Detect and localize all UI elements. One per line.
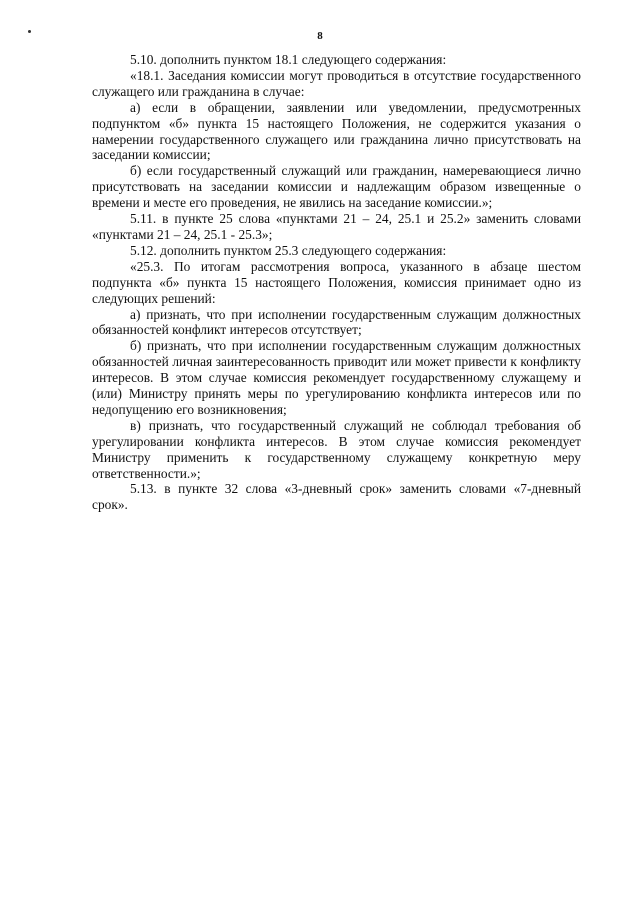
paragraph-25-3-v: в) признать, что государственный служащий не соблюдал требования об урегулировании конфликта интересов. В этом случае комиссия рекомендует Министру применить к государственному служащему конкретную меру ответственности.»;: [92, 417, 581, 481]
paragraph-5-13: 5.13. в пункте 32 слова «3-дневный срок» заменить словами «7-дневный срок».: [92, 481, 581, 513]
paragraph-18-1: «18.1. Заседания комиссии могут проводиться в отсутствие государственного служащего или гражданина в случае:: [92, 67, 581, 99]
paragraph-25-3-a: а) признать, что при исполнении государственным служащим должностных обязанностей конфликт интересов отсутствует;: [92, 306, 581, 338]
page-number: 8: [317, 30, 323, 42]
paragraph-25-3: «25.3. По итогам рассмотрения вопроса, указанного в абзаце шестом подпункта «б» пункта 15 настоящего Положения, комиссия принимает одно из следующих решений:: [92, 258, 581, 306]
paragraph-5-12: 5.12. дополнить пунктом 25.3 следующего содержания:: [130, 242, 447, 258]
paragraph-18-1-a: а) если в обращении, заявлении или уведомлении, предусмотренных подпунктом «б» пункта 15 настоящего Положения, не содержится указания о намерении государственного служащего или гражданина лично присутствовать на заседании комиссии;: [92, 99, 581, 163]
document-body: [92, 52, 581, 513]
paragraph-5-11: 5.11. в пункте 25 слова «пунктами 21 – 24, 25.1 и 25.2» заменить словами «пунктами 21 – 24, 25.1 - 25.3»;: [92, 211, 581, 242]
paragraph-5-10: 5.10. дополнить пунктом 18.1 следующего содержания:: [130, 52, 447, 67]
paragraph-18-1-b: б) если государственный служащий или гражданин, намеревающиеся лично присутствовать на заседании комиссии и надлежащим образом извещенные о времени и месте его проведения, не явились на заседание комиссии.»;: [92, 163, 581, 211]
paragraph-25-3-b: б) признать, что при исполнении государственным служащим должностных обязанностей личная заинтересованность приводит или может привести к конфликту интересов. В этом случае комиссия рекомендует государственному служащему и (или) Министру принять меры по урегулированию конфликта интересов или по недопущению его возникновения;: [92, 338, 581, 417]
